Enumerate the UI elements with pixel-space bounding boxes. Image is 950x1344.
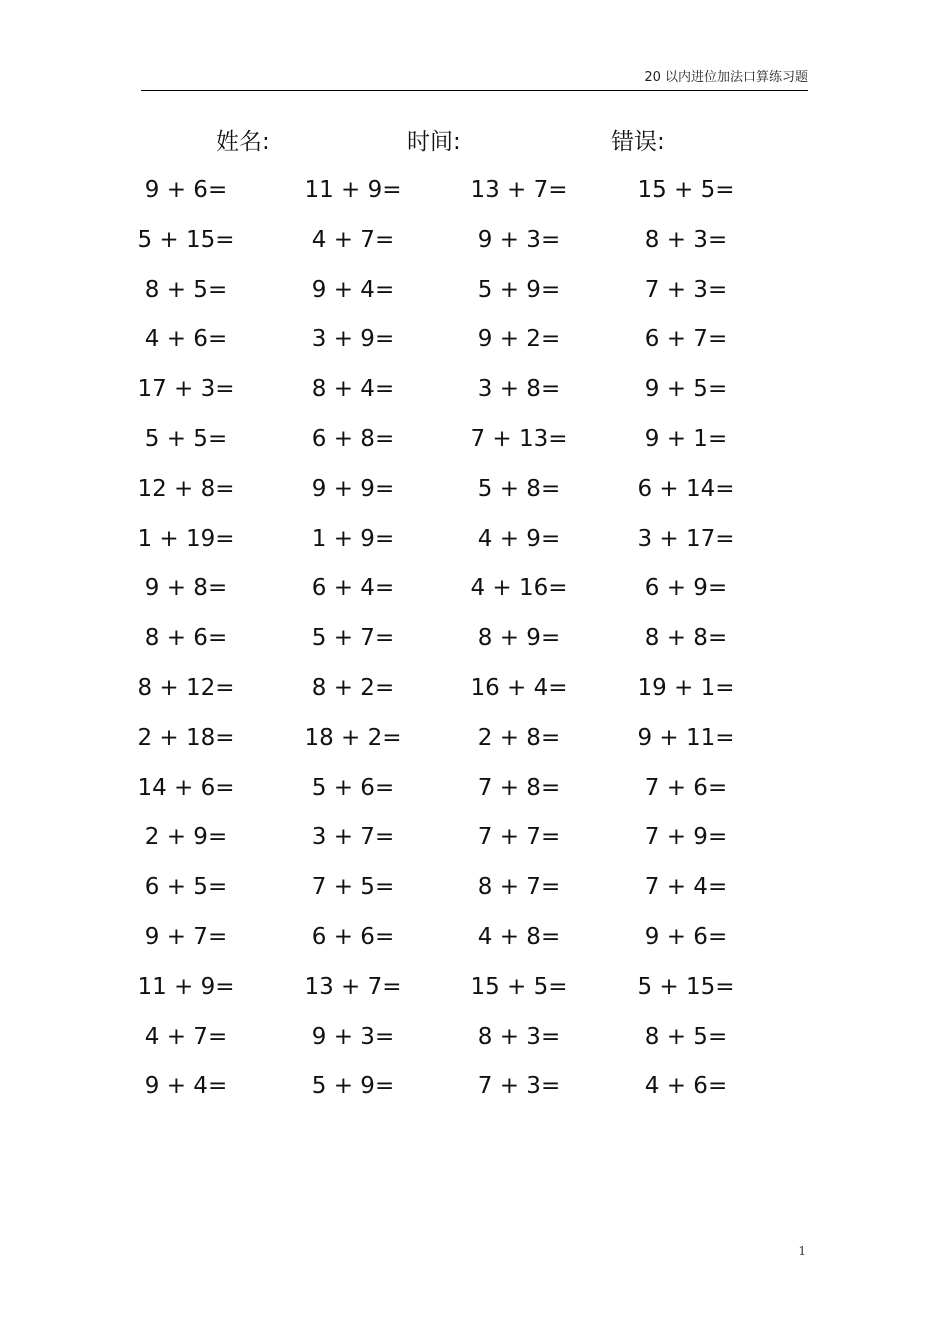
problem-item: 9 + 4=	[311, 276, 395, 303]
problem-row	[0, 614, 950, 664]
problem-item: 8 + 3=	[477, 1023, 561, 1050]
problem-item: 5 + 5=	[144, 425, 228, 452]
problem-row	[0, 216, 950, 266]
problem-item: 9 + 6=	[644, 923, 728, 950]
problem-item: 6 + 8=	[311, 425, 395, 452]
problem-row	[0, 365, 950, 415]
problem-item: 9 + 3=	[477, 226, 561, 253]
problem-item: 6 + 9=	[644, 575, 728, 602]
problem-row	[0, 764, 950, 814]
problem-row	[0, 1062, 950, 1112]
problem-item: 8 + 2=	[311, 674, 395, 701]
problem-row	[0, 166, 950, 216]
problem-item: 8 + 4=	[311, 376, 395, 403]
problem-item: 2 + 9=	[144, 824, 228, 851]
problem-item: 8 + 6=	[144, 625, 228, 652]
problem-item: 15 + 5=	[470, 973, 568, 1000]
problem-item: 7 + 6=	[644, 774, 728, 801]
problem-item: 9 + 11=	[637, 724, 735, 751]
problem-item: 9 + 3=	[311, 1023, 395, 1050]
problem-item: 5 + 9=	[311, 1073, 395, 1100]
problem-item: 6 + 14=	[637, 475, 735, 502]
problem-item: 8 + 3=	[644, 226, 728, 253]
problem-item: 4 + 7=	[144, 1023, 228, 1050]
problem-row	[0, 465, 950, 515]
problem-item: 13 + 7=	[470, 177, 568, 203]
problem-item: 15 + 5=	[637, 177, 735, 203]
problem-item: 9 + 6=	[144, 177, 228, 203]
problem-row	[0, 714, 950, 764]
problem-item: 9 + 9=	[311, 475, 395, 502]
problem-item: 17 + 3=	[137, 376, 235, 403]
problem-item: 7 + 7=	[477, 824, 561, 851]
problem-item: 3 + 9=	[311, 326, 395, 353]
time-label: 时间:	[407, 129, 461, 155]
problem-item: 4 + 6=	[644, 1073, 728, 1100]
problem-row	[0, 863, 950, 913]
problem-item: 8 + 5=	[644, 1023, 728, 1050]
problem-row	[0, 664, 950, 714]
problem-item: 7 + 3=	[477, 1073, 561, 1100]
problem-item: 2 + 8=	[477, 724, 561, 751]
problem-item: 7 + 5=	[311, 874, 395, 901]
problem-row	[0, 1013, 950, 1063]
problem-item: 11 + 9=	[304, 177, 402, 203]
problem-item: 7 + 13=	[470, 425, 568, 452]
problem-item: 9 + 1=	[644, 425, 728, 452]
problem-item: 5 + 15=	[137, 226, 235, 253]
problem-row	[0, 266, 950, 316]
problem-item: 4 + 16=	[470, 575, 568, 602]
problem-item: 5 + 6=	[311, 774, 395, 801]
problem-grid	[0, 166, 950, 1112]
problem-item: 4 + 7=	[311, 226, 395, 253]
error-label: 错误:	[611, 129, 665, 155]
problem-item: 7 + 8=	[477, 774, 561, 801]
problem-item: 3 + 7=	[311, 824, 395, 851]
problem-item: 6 + 4=	[311, 575, 395, 602]
problem-item: 12 + 8=	[137, 475, 235, 502]
page-number: 1	[798, 1244, 806, 1258]
problem-item: 5 + 8=	[477, 475, 561, 502]
problem-row	[0, 315, 950, 365]
problem-item: 19 + 1=	[637, 674, 735, 701]
problem-item: 8 + 12=	[137, 674, 235, 701]
problem-item: 1 + 19=	[137, 525, 235, 552]
problem-row	[0, 515, 950, 565]
problem-item: 1 + 9=	[311, 525, 395, 552]
problem-row	[0, 564, 950, 614]
problem-row	[0, 813, 950, 863]
problem-item: 2 + 18=	[137, 724, 235, 751]
problem-item: 4 + 8=	[477, 923, 561, 950]
problem-item: 14 + 6=	[137, 774, 235, 801]
problem-item: 7 + 4=	[644, 874, 728, 901]
problem-item: 7 + 3=	[644, 276, 728, 303]
problem-item: 9 + 5=	[644, 376, 728, 403]
problem-item: 6 + 7=	[644, 326, 728, 353]
problem-item: 5 + 9=	[477, 276, 561, 303]
problem-item: 16 + 4=	[470, 674, 568, 701]
problem-item: 5 + 15=	[637, 973, 735, 1000]
problem-item: 9 + 2=	[477, 326, 561, 353]
problem-item: 6 + 5=	[144, 874, 228, 901]
problem-item: 9 + 8=	[144, 575, 228, 602]
problem-item: 8 + 8=	[644, 625, 728, 652]
problem-item: 3 + 8=	[477, 376, 561, 403]
info-row	[0, 126, 950, 160]
problem-item: 5 + 7=	[311, 625, 395, 652]
problem-item: 4 + 6=	[144, 326, 228, 353]
problem-item: 13 + 7=	[304, 973, 402, 1000]
problem-item: 4 + 9=	[477, 525, 561, 552]
page-header	[141, 64, 808, 91]
problem-item: 6 + 6=	[311, 923, 395, 950]
problem-item: 8 + 5=	[144, 276, 228, 303]
problem-item: 7 + 9=	[644, 824, 728, 851]
name-label: 姓名:	[216, 129, 270, 155]
problem-item: 9 + 7=	[144, 923, 228, 950]
problem-row	[0, 913, 950, 963]
problem-item: 9 + 4=	[144, 1073, 228, 1100]
problem-item: 8 + 9=	[477, 625, 561, 652]
problem-item: 8 + 7=	[477, 874, 561, 901]
header-title: 20 以内进位加法口算练习题	[644, 70, 808, 85]
problem-item: 11 + 9=	[137, 973, 235, 1000]
problem-row	[0, 415, 950, 465]
problem-item: 18 + 2=	[304, 724, 402, 751]
problem-row	[0, 963, 950, 1013]
problem-item: 3 + 17=	[637, 525, 735, 552]
